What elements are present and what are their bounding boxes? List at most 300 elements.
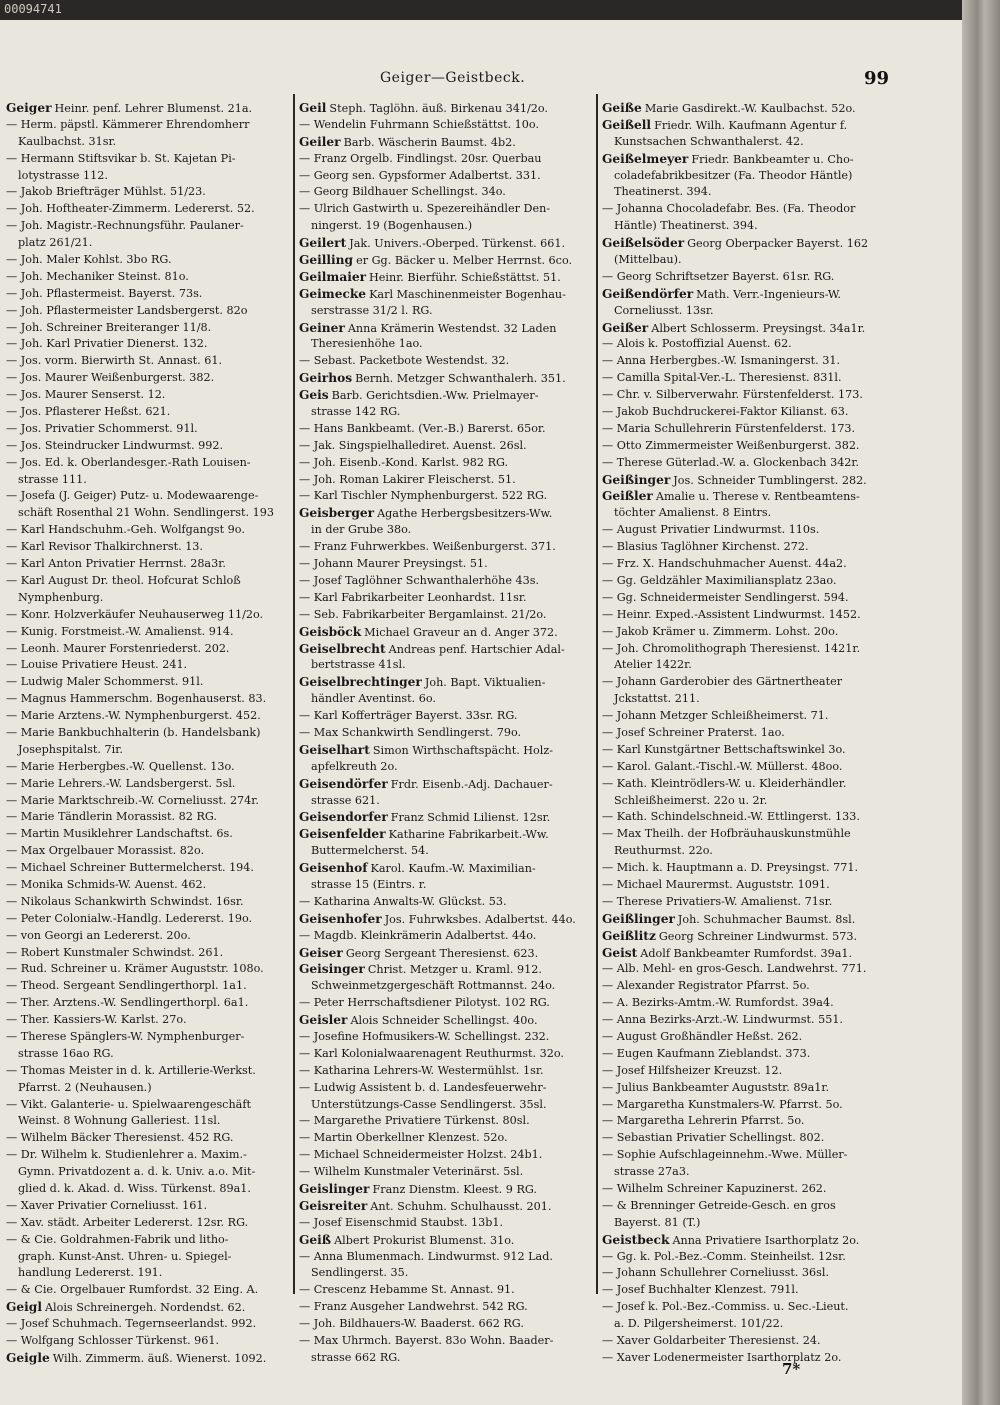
- directory-line: [299, 455, 589, 472]
- directory-line: [602, 1265, 892, 1282]
- entry-text: — Max Schankwirth Sendlingerst. 79o.: [299, 725, 522, 739]
- entry-text: — Alois k. Postoffizial Auenst. 62.: [602, 337, 792, 351]
- entry-text: — Jos. vorm. Bierwirth St. Annast. 61.: [6, 354, 223, 368]
- entry-text: Friedr. Bankbeamter u. Cho-: [691, 152, 854, 166]
- directory-line: [602, 657, 892, 674]
- entry-text: Gymn. Privatdozent a. d. k. Univ. a.o. Mit-: [18, 1165, 256, 1179]
- directory-line: [6, 1113, 296, 1130]
- directory-line: [6, 134, 296, 151]
- entry-text: graph. Kunst-Anst. Uhren- u. Spiegel-: [18, 1249, 232, 1263]
- entry-text: — Gg. k. Pol.-Bez.-Comm. Steinheilst. 12sr.: [602, 1249, 846, 1263]
- entry-text: — Karl Revisor Thalkirchnerst. 13.: [6, 540, 203, 554]
- entry-text: — Louise Privatiere Heust. 241.: [6, 658, 188, 672]
- directory-line: [6, 1282, 296, 1299]
- directory-line: [6, 809, 296, 826]
- entry-text: — Xav. städt. Arbeiter Ledererst. 12sr. RG.: [6, 1215, 249, 1229]
- entry-text: — Karl Kofferträger Bayerst. 33sr. RG.: [299, 709, 518, 723]
- directory-line: [299, 1333, 589, 1350]
- entry-text: — Martin Oberkellner Klenzest. 52o.: [299, 1131, 508, 1145]
- entry-text: — Marie Lehrers.-W. Landsbergerst. 5sl.: [6, 776, 236, 790]
- directory-line: [602, 218, 892, 235]
- entry-text: — Magnus Hammerschm. Bogenhauserst. 83.: [6, 692, 267, 706]
- entry-text: — Magdb. Kleinkrämerin Adalbertst. 44o.: [299, 928, 537, 942]
- directory-line: [299, 134, 589, 151]
- entry-text: — Hermann Stiftsvikar b. St. Kajetan Pi-: [6, 151, 236, 165]
- directory-line: [6, 556, 296, 573]
- directory-line: [299, 336, 589, 353]
- entry-text: — Seb. Fabrikarbeiter Bergamlainst. 21/2o.: [299, 607, 547, 621]
- surname-heading: Geißer: [602, 320, 649, 335]
- directory-line: [6, 843, 296, 860]
- entry-text: — & Cie. Goldrahmen-Fabrik und litho-: [6, 1232, 229, 1246]
- surname-heading: Geilert: [299, 236, 347, 251]
- directory-line: [602, 370, 892, 387]
- directory-line: [299, 269, 589, 286]
- entry-text: Theresienhöhe 1ao.: [311, 337, 423, 351]
- directory-line: [6, 928, 296, 945]
- entry-text: Bernh. Metzger Schwanthalerh. 351.: [355, 372, 566, 386]
- entry-text: — A. Bezirks-Amtm.-W. Rumfordst. 39a4.: [602, 996, 834, 1010]
- entry-text: strasse 111.: [18, 472, 87, 486]
- entry-text: — Wilhelm Bäcker Theresienst. 452 RG.: [6, 1131, 234, 1145]
- entry-text: — Franz Ausgeher Landwehrst. 542 RG.: [299, 1300, 528, 1314]
- entry-text: strasse 621.: [311, 793, 380, 807]
- directory-line: [6, 1316, 296, 1333]
- directory-line: [602, 1080, 892, 1097]
- entry-text: — Nikolaus Schankwirth Schwindst. 16sr.: [6, 894, 244, 908]
- entry-text: — Joh. Pflastermeister Landsbergerst. 82o: [6, 303, 248, 317]
- directory-line: [299, 573, 589, 590]
- directory-line: [299, 928, 589, 945]
- entry-text: — Josef Taglöhner Schwanthalerhöhe 43s.: [299, 573, 540, 587]
- entry-text: glied d. k. Akad. d. Wiss. Türkenst. 89a1.: [18, 1182, 251, 1195]
- directory-line: [299, 1046, 589, 1063]
- directory-line: [602, 505, 892, 522]
- entry-text: Joh. Schuhmacher Baumst. 8sl.: [677, 912, 856, 926]
- entry-text: — Jos. Ed. k. Oberlandesger.-Rath Louisen-: [6, 455, 251, 469]
- entry-text: — Camilla Spital-Ver.-L. Theresienst. 831l.: [602, 371, 842, 385]
- directory-line: [299, 624, 589, 641]
- directory-line: [602, 100, 892, 117]
- directory-line: [602, 168, 892, 185]
- directory-line: [602, 1282, 892, 1299]
- directory-line: [602, 1130, 892, 1147]
- directory-line: [6, 1147, 296, 1164]
- entry-text: Kunstsachen Schwanthalerst. 42.: [614, 134, 804, 148]
- entry-text: — Josefa (J. Geiger) Putz- u. Modewaarenge-: [6, 489, 259, 503]
- directory-line: [602, 759, 892, 776]
- directory-line: [602, 421, 892, 438]
- directory-line: [602, 1181, 892, 1198]
- entry-text: — Katharina Anwalts-W. Glückst. 53.: [299, 894, 507, 908]
- directory-line: [6, 421, 296, 438]
- directory-line: [602, 438, 892, 455]
- entry-text: — Anna Bezirks-Arzt.-W. Lindwurmst. 551.: [602, 1013, 843, 1027]
- entry-text: Marie Gasdirekt.-W. Kaulbachst. 52o.: [644, 102, 856, 115]
- directory-line: [602, 1097, 892, 1114]
- entry-text: — Johann Garderobier des Gärtnertheater: [602, 675, 843, 689]
- entry-text: Agathe Herbergsbesitzers-Ww.: [377, 507, 553, 521]
- entry-text: Jos. Schneider Tumblingerst. 282.: [673, 473, 867, 487]
- directory-line: [299, 252, 589, 269]
- directory-line: [299, 488, 589, 505]
- directory-line: [299, 235, 589, 252]
- entry-text: strasse 142 RG.: [311, 405, 401, 419]
- directory-line: [299, 1316, 589, 1333]
- entry-text: — Marie Bankbuchhalterin (b. Handelsbank): [6, 725, 261, 739]
- directory-line: [6, 404, 296, 421]
- entry-text: Georg Schreiner Lindwurmst. 573.: [658, 929, 858, 943]
- surname-heading: Geilmaier: [299, 269, 367, 284]
- directory-line: [602, 1164, 892, 1181]
- directory-line: [6, 117, 296, 134]
- entry-text: strasse 662 RG.: [311, 1350, 401, 1364]
- directory-line: [6, 995, 296, 1012]
- signature-mark: 7*: [782, 1360, 801, 1378]
- directory-line: [299, 995, 589, 1012]
- entry-text: Buttermelcherst. 54.: [311, 844, 429, 858]
- directory-line: [299, 522, 589, 539]
- directory-line: [602, 1350, 892, 1367]
- entry-text: — Rud. Schreiner u. Krämer Auguststr. 108o.: [6, 962, 264, 976]
- entry-text: — & Brenninger Getreide-Gesch. en gros: [602, 1198, 836, 1212]
- entry-text: — Michael Schneidermeister Holzst. 24b1.: [299, 1148, 543, 1162]
- entry-text: Barb. Wäscherin Baumst. 4b2.: [343, 135, 516, 149]
- entry-text: — Joh. Eisenb.-Kond. Karlst. 982 RG.: [299, 455, 509, 469]
- column-2: [299, 100, 589, 1367]
- directory-line: [299, 1215, 589, 1232]
- entry-text: in der Grube 38o.: [311, 523, 412, 537]
- directory-line: [602, 1333, 892, 1350]
- directory-line: [6, 1350, 296, 1367]
- entry-text: Heinr. Bierführ. Schießstättst. 51.: [369, 270, 561, 284]
- entry-text: — von Georgi an Ledererst. 20o.: [6, 928, 191, 942]
- directory-line: [602, 995, 892, 1012]
- entry-text: — Blasius Taglöhner Kirchenst. 272.: [602, 540, 809, 554]
- entry-text: — Otto Zimmermeister Weißenburgerst. 382.: [602, 438, 860, 452]
- entry-text: — Marie Arztens.-W. Nymphenburgerst. 452.: [6, 709, 261, 723]
- directory-line: [602, 1113, 892, 1130]
- directory-line: [602, 184, 892, 201]
- directory-line: [6, 387, 296, 404]
- entry-text: Kaulbachst. 31sr.: [18, 134, 117, 148]
- entry-text: — Therese Privatiers-W. Amalienst. 71sr.: [602, 894, 833, 908]
- entry-text: — Marie Marktschreib.-W. Corneliusst. 274r.: [6, 793, 259, 807]
- entry-text: — Karl Kolonialwaarenagent Reuthurmst. 32o.: [299, 1046, 564, 1060]
- directory-line: [299, 674, 589, 691]
- entry-text: — Karl Anton Privatier Herrnst. 28a3r.: [6, 557, 226, 571]
- entry-text: Jak. Univers.-Oberped. Türkenst. 661.: [349, 237, 566, 251]
- directory-line: [6, 1333, 296, 1350]
- entry-text: — Leonh. Maurer Forstenriederst. 202.: [6, 641, 230, 655]
- entry-text: coladefabrikbesitzer (Fa. Theodor Häntle): [614, 168, 853, 182]
- entry-text: — Johanna Chocoladefabr. Bes. (Fa. Theodor: [602, 202, 856, 216]
- directory-line: [299, 1350, 589, 1367]
- entry-text: — Margarethe Privatiere Türkenst. 80sl.: [299, 1114, 530, 1128]
- running-header: Geiger—Geistbeck.: [380, 70, 526, 86]
- entry-text: Bayerst. 81 (T.): [614, 1215, 701, 1229]
- directory-line: [6, 759, 296, 776]
- entry-text: Sendlingerst. 35.: [311, 1266, 409, 1280]
- directory-line: [299, 657, 589, 674]
- entry-text: — Vikt. Galanterie- u. Spielwaarengeschäft: [6, 1097, 251, 1111]
- directory-line: [6, 522, 296, 539]
- entry-text: (Mittelbau).: [614, 253, 682, 267]
- directory-line: [299, 1232, 589, 1249]
- directory-line: [6, 1029, 296, 1046]
- directory-line: [6, 472, 296, 489]
- entry-text: — Georg sen. Gypsformer Adalbertst. 331.: [299, 168, 541, 182]
- surname-heading: Geiner: [299, 320, 345, 335]
- surname-heading: Geiler: [299, 134, 341, 149]
- entry-text: Heinr. penf. Lehrer Blumenst. 21a.: [54, 102, 253, 115]
- entry-text: Math. Verr.-Ingenieurs-W.: [696, 287, 841, 301]
- entry-text: — Peter Colonialw.-Handlg. Ledererst. 19o.: [6, 911, 253, 925]
- surname-heading: Geigle: [6, 1350, 50, 1365]
- entry-text: — Xaver Goldarbeiter Theresienst. 24.: [602, 1334, 821, 1348]
- entry-text: Michael Graveur an d. Anger 372.: [364, 625, 558, 639]
- entry-text: — Chr. v. Silberverwahr. Fürstenfelderst. 173.: [602, 388, 863, 402]
- directory-line: [6, 252, 296, 269]
- directory-line: [299, 1198, 589, 1215]
- entry-text: — Sophie Aufschlageinnehm.-Wwe. Müller-: [602, 1148, 848, 1162]
- entry-text: Amalie u. Therese v. Rentbeamtens-: [655, 490, 860, 504]
- entry-text: — Sebastian Privatier Schellingst. 802.: [602, 1131, 825, 1145]
- surname-heading: Geimecke: [299, 286, 367, 301]
- directory-line: [6, 1046, 296, 1063]
- entry-text: Wilh. Zimmerm. äuß. Wienerst. 1092.: [52, 1351, 267, 1365]
- directory-line: [6, 438, 296, 455]
- surname-heading: Geiselhart: [299, 742, 370, 757]
- directory-line: [602, 826, 892, 843]
- directory-line: [299, 353, 589, 370]
- entry-text: — Xaver Privatier Corneliusst. 161.: [6, 1198, 208, 1212]
- entry-text: — Ludwig Maler Schommerst. 91l.: [6, 675, 204, 689]
- entry-text: — Jak. Singspielhallediret. Auenst. 26sl.: [299, 438, 527, 452]
- entry-text: — Joh. Pflastermeist. Bayerst. 73s.: [6, 286, 203, 300]
- directory-line: [6, 793, 296, 810]
- directory-line: [602, 725, 892, 742]
- directory-line: [299, 1282, 589, 1299]
- directory-line: [299, 809, 589, 826]
- directory-line: [6, 945, 296, 962]
- directory-line: [6, 168, 296, 185]
- entry-text: — Wendelin Fuhrmann Schießstättst. 10o.: [299, 117, 540, 131]
- entry-text: — Josef Eisenschmid Staubst. 13b1.: [299, 1215, 504, 1229]
- directory-line: [6, 505, 296, 522]
- entry-text: — Maria Schullehrerin Fürstenfelderst. 173.: [602, 421, 856, 435]
- directory-line: [6, 776, 296, 793]
- directory-line: [602, 708, 892, 725]
- entry-text: Theatinerst. 394.: [614, 185, 712, 199]
- directory-line: [602, 472, 892, 489]
- directory-line: [602, 556, 892, 573]
- directory-line: [6, 1097, 296, 1114]
- directory-line: [602, 793, 892, 810]
- entry-text: Nymphenburg.: [18, 590, 104, 604]
- entry-text: strasse 27a3.: [614, 1165, 690, 1179]
- entry-text: — Therese Güterlad.-W. a. Glockenbach 342r.: [602, 455, 860, 469]
- entry-text: — Frz. X. Handschuhmacher Auenst. 44a2.: [602, 557, 847, 571]
- entry-text: strasse 16ao RG.: [18, 1046, 114, 1060]
- directory-line: [6, 742, 296, 759]
- entry-text: — Thomas Meister in d. k. Artillerie-Werkst.: [6, 1063, 256, 1077]
- entry-text: serstrasse 31/2 l. RG.: [311, 303, 433, 317]
- entry-text: Häntle) Theatinerst. 394.: [614, 219, 758, 233]
- directory-line: [602, 303, 892, 320]
- entry-text: — Jos. Maurer Senserst. 12.: [6, 388, 166, 402]
- entry-text: — Josef Hilfsheizer Kreuzst. 12.: [602, 1063, 783, 1077]
- directory-line: [602, 674, 892, 691]
- entry-text: — Karl Kunstgärtner Bettschaftswinkel 3o.: [602, 742, 846, 756]
- directory-line: [602, 911, 892, 928]
- entry-text: — Joh. Mechaniker Steinst. 81o.: [6, 269, 189, 283]
- directory-line: [299, 961, 589, 978]
- entry-text: — August Großhändler Heßst. 262.: [602, 1029, 803, 1043]
- entry-text: Albert Schlosserm. Preysingst. 34a1r.: [651, 321, 866, 335]
- directory-line: [6, 894, 296, 911]
- entry-text: — Joh. Magistr.-Rechnungsführ. Paulaner-: [6, 219, 244, 233]
- surname-heading: Geist: [602, 945, 638, 960]
- entry-text: — Jakob Krämer u. Zimmerm. Lohst. 20o.: [602, 624, 839, 638]
- surname-heading: Geis: [299, 388, 329, 403]
- entry-text: — Wilhelm Kunstmaler Veterinärst. 5sl.: [299, 1165, 524, 1179]
- directory-line: [602, 1249, 892, 1266]
- directory-line: [602, 235, 892, 252]
- entry-text: Friedr. Wilh. Kaufmann Agentur f.: [654, 118, 848, 132]
- entry-text: — Ther. Arztens.-W. Sendlingerthorpl. 6a1.: [6, 996, 249, 1010]
- surname-heading: Geiß: [299, 1232, 332, 1247]
- entry-text: — Mich. k. Hauptmann a. D. Preysingst. 771.: [602, 861, 859, 875]
- directory-line: [602, 151, 892, 168]
- entry-text: — Johann Maurer Preysingst. 51.: [299, 557, 488, 571]
- entry-text: — Georg Schriftsetzer Bayerst. 61sr. RG.: [602, 269, 835, 283]
- entry-text: — Marie Tändlerin Morassist. 82 RG.: [6, 810, 217, 824]
- entry-text: — Robert Kunstmaler Schwindst. 261.: [6, 945, 224, 959]
- entry-text: bertstrasse 41sl.: [311, 658, 406, 672]
- directory-line: [6, 218, 296, 235]
- directory-line: [299, 725, 589, 742]
- surname-heading: Geisenhofer: [299, 911, 382, 926]
- entry-text: Adolf Bankbeamter Rumfordst. 39a1.: [640, 946, 853, 960]
- entry-text: Reuthurmst. 22o.: [614, 844, 713, 858]
- entry-text: — Max Uhrmch. Bayerst. 83o Wohn. Baader-: [299, 1334, 554, 1348]
- directory-line: [602, 945, 892, 962]
- directory-line: [602, 573, 892, 590]
- directory-line: [602, 607, 892, 624]
- surname-heading: Geirhos: [299, 371, 353, 386]
- surname-heading: Geißendörfer: [602, 286, 694, 301]
- directory-line: [6, 657, 296, 674]
- directory-line: [602, 624, 892, 641]
- entry-text: — Karl August Dr. theol. Hofcurat Schloß: [6, 573, 241, 587]
- surname-heading: Geisinger: [299, 962, 365, 977]
- entry-text: — Joh. Hoftheater-Zimmerm. Ledererst. 52.: [6, 202, 255, 216]
- directory-line: [6, 911, 296, 928]
- entry-text: Pfarrst. 2 (Neuhausen.): [18, 1080, 152, 1094]
- directory-line: [602, 201, 892, 218]
- surname-heading: Geißelsöder: [602, 236, 685, 251]
- directory-line: [6, 607, 296, 624]
- directory-line: [602, 928, 892, 945]
- entry-text: — Anna Blumenmach. Lindwurmst. 912 Lad.: [299, 1249, 553, 1263]
- entry-text: — Franz Fuhrwerkbes. Weißenburgerst. 371.: [299, 540, 556, 554]
- scan-top-strip: [0, 0, 1000, 20]
- directory-line: [299, 472, 589, 489]
- directory-line: [602, 961, 892, 978]
- book-edge: [962, 0, 1000, 1405]
- directory-line: [299, 303, 589, 320]
- entry-text: Jos. Fuhrwksbes. Adalbertst. 44o.: [384, 912, 576, 926]
- directory-line: [299, 1249, 589, 1266]
- entry-text: — Wolfgang Schlosser Türkenst. 961.: [6, 1334, 220, 1348]
- entry-text: — Xaver Lodenermeister Isarthorplatz 2o.: [602, 1350, 842, 1364]
- surname-heading: Geisenhof: [299, 861, 368, 876]
- entry-text: — Kath. Schindelschneid.-W. Ettlingerst. 133.: [602, 810, 860, 824]
- entry-text: — Joh. Schreiner Breiteranger 11/8.: [6, 320, 212, 334]
- directory-line: [299, 945, 589, 962]
- entry-text: — Johann Schullehrer Corneliusst. 36sl.: [602, 1266, 830, 1280]
- directory-line: [6, 1215, 296, 1232]
- directory-line: [602, 455, 892, 472]
- entry-text: — Peter Herrschaftsdiener Pilotyst. 102 RG.: [299, 996, 550, 1010]
- entry-text: — Max Theilh. der Hofbräuhauskunstmühle: [602, 827, 851, 841]
- surname-heading: Geisberger: [299, 506, 375, 521]
- directory-line: [602, 641, 892, 658]
- surname-heading: Geißler: [602, 489, 653, 504]
- entry-text: Josephspitalst. 7ir.: [18, 742, 123, 756]
- entry-text: — Jos. Maurer Weißenburgerst. 382.: [6, 371, 215, 385]
- directory-line: [6, 370, 296, 387]
- directory-line: [299, 1181, 589, 1198]
- directory-line: [6, 708, 296, 725]
- entry-text: — Ludwig Assistent b. d. Landesfeuerwehr-: [299, 1080, 547, 1094]
- directory-line: [6, 1265, 296, 1282]
- directory-line: [299, 1164, 589, 1181]
- entry-text: — Margaretha Kunstmalers-W. Pfarrst. 5o.: [602, 1097, 843, 1111]
- entry-text: — Wilhelm Schreiner Kapuzinerst. 262.: [602, 1182, 827, 1195]
- directory-line: [299, 184, 589, 201]
- entry-text: — Jos. Steindrucker Lindwurmst. 992.: [6, 438, 224, 452]
- entry-text: — Karol. Galant.-Tischl.-W. Müllerst. 48oo.: [602, 759, 843, 773]
- entry-text: Georg Sergeant Theresienst. 623.: [345, 946, 539, 960]
- directory-line: [602, 1299, 892, 1316]
- directory-line: [6, 1299, 296, 1316]
- entry-text: — Josef k. Pol.-Bez.-Commiss. u. Sec.-Lieut.: [602, 1300, 849, 1314]
- directory-line: [602, 1147, 892, 1164]
- entry-text: Atelier 1422r.: [614, 658, 692, 672]
- entry-text: — Jos. Pflasterer Heßst. 621.: [6, 405, 171, 419]
- directory-line: [299, 218, 589, 235]
- directory-line: [602, 809, 892, 826]
- directory-line: [299, 556, 589, 573]
- entry-text: — Franz Orgelb. Findlingst. 20sr. Querbau: [299, 151, 542, 165]
- entry-text: Alois Schneider Schellingst. 40o.: [350, 1014, 538, 1028]
- entry-text: — Margaretha Lehrerin Pfarrst. 5o.: [602, 1114, 805, 1128]
- entry-text: — Anna Herbergbes.-W. Ismaningerst. 31.: [602, 354, 841, 368]
- directory-line: [6, 590, 296, 607]
- entry-text: — Sebast. Packetbote Westendst. 32.: [299, 354, 510, 368]
- directory-line: [6, 201, 296, 218]
- entry-text: — Max Orgelbauer Morassist. 82o.: [6, 844, 205, 858]
- entry-text: Joh. Bapt. Viktualien-: [424, 676, 546, 690]
- directory-line: [6, 1181, 296, 1198]
- directory-line: [602, 1215, 892, 1232]
- entry-text: — Alb. Mehl- en gros-Gesch. Landwehrst. 771.: [602, 962, 867, 976]
- directory-line: [602, 1198, 892, 1215]
- entry-text: — Martin Musiklehrer Landschaftst. 6s.: [6, 827, 233, 841]
- directory-line: [6, 641, 296, 658]
